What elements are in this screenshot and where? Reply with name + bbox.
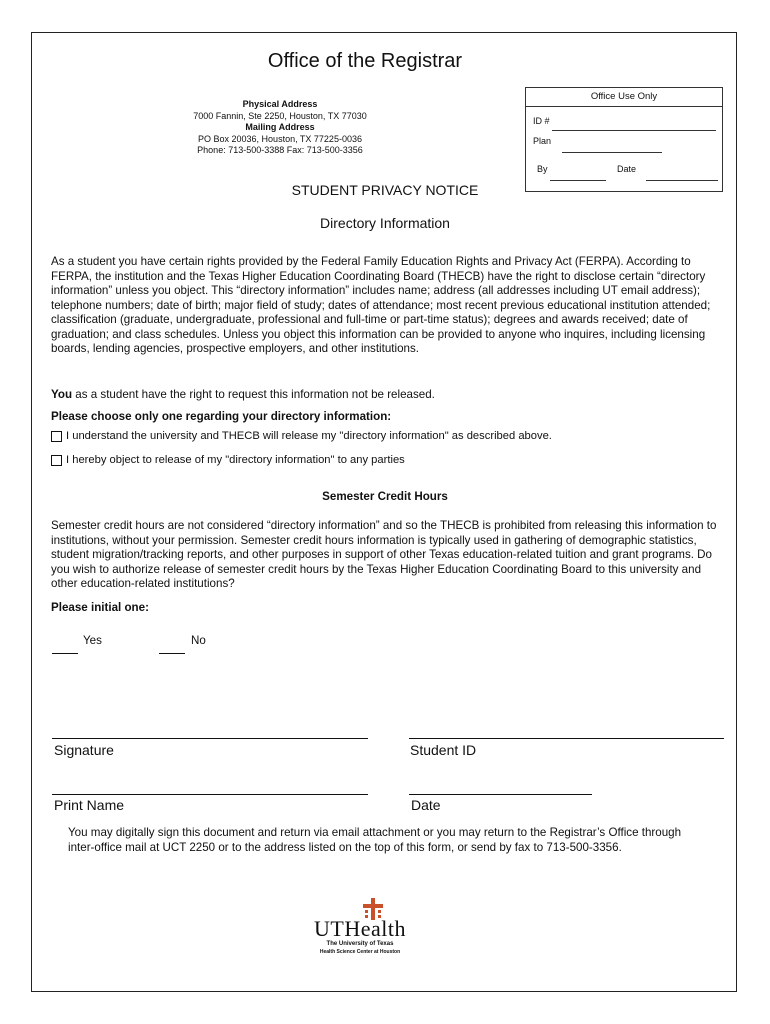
date-label: Date [411,797,441,813]
physical-address-label: Physical Address [242,99,318,109]
mailing-address: PO Box 20036, Houston, TX 77225-0036 [198,133,362,144]
office-plan-label: Plan [533,136,552,146]
option-object[interactable] [51,454,405,466]
option-release[interactable] [51,430,552,442]
no-label: No [191,634,206,647]
no-initial-line[interactable] [159,653,185,654]
page-title: Office of the Registrar [267,50,463,72]
logo-line1: The University of Texas [326,941,394,947]
office-date-line[interactable] [646,180,718,181]
option-object-label: I hereby object to release of my "directory information" to any parties [66,454,405,466]
student-id-label: Student ID [410,742,477,758]
student-id-line[interactable] [409,738,724,739]
right-to-request-text: You as a student have the right to request this information not be released. [51,388,435,401]
yes-label: Yes [83,634,102,647]
object-checkbox[interactable] [51,455,62,466]
phone-fax: Phone: 713-500-3388 Fax: 713-500-3356 [197,145,363,155]
notice-title: STUDENT PRIVACY NOTICE [291,182,479,198]
signature-line[interactable] [52,738,368,739]
office-use-header: Office Use Only [526,88,722,107]
uthealth-logo [300,898,420,968]
office-use-box [525,87,723,192]
sch-heading: Semester Credit Hours [322,490,448,503]
print-name-label: Print Name [54,797,125,813]
office-by-label: By [537,164,548,174]
option-release-label: I understand the university and THECB will release my "directory information" as described above. [66,430,552,442]
office-id-label: ID # [533,116,550,126]
office-by-line[interactable] [550,180,606,181]
directory-info-heading: Directory Information [320,215,450,231]
mailing-address-label: Mailing Address [245,122,315,132]
physical-address: 7000 Fannin, Ste 2250, Houston, TX 77030 [193,110,367,121]
release-checkbox[interactable] [51,431,62,442]
office-date-label: Date [617,164,637,174]
registrar-address [150,99,410,157]
directory-info-paragraph: As a student you have certain rights provided by the Federal Family Education Rights and Privacy Act (FERPA). According to FERPA, the institution and the Texas Higher Education Coordinating Board (THECB) have the right to disclose certain “directory information” unless you object. This “directory information” includes name; address (all addresses including UT email address); telephone numbers; date of birth; major field of study; dates of attendance; most recent previous educational institution attended; classification (graduate, undergraduate, professional and full-time or part-time status); degrees and awards received; date of graduation; and class schedules. Unless you object this information can be provided to anyone who inquires, including licensing boards, lending agencies, prospective employers, and other institutions. [51,255,711,355]
sch-paragraph: Semester credit hours are not considered “directory information” and so the THECB is prohibited from releasing this information to institutions, without your permission. Semester credit hours information is typically used in gathering of demographic statistics, student migration/tracking reports, and other purposes in support of other Texas education-related tuition and grant programs. Do you wish to authorize release of semester credit hours by the Texas Higher Education Coordinating Board to this university and other education-related institutions? [51,519,717,590]
office-plan-line[interactable] [562,152,662,153]
signature-label: Signature [54,742,114,758]
choose-one-label: Please choose only one regarding your directory information: [51,410,392,423]
logo-wordmark: UTHealth [314,916,406,941]
office-id-line[interactable] [552,130,716,131]
date-line[interactable] [409,794,592,795]
yes-initial-line[interactable] [52,653,78,654]
print-name-line[interactable] [52,794,368,795]
return-instructions: You may digitally sign this document and return via email attachment or you may return to the Registrar’s Office through inter-office mail at UCT 2250 or to the address listed on the top of this form, or send by fax to 713-500-3356. [68,826,682,854]
initial-one-label: Please initial one: [51,601,149,614]
logo-line2: Health Science Center at Houston [319,949,401,955]
